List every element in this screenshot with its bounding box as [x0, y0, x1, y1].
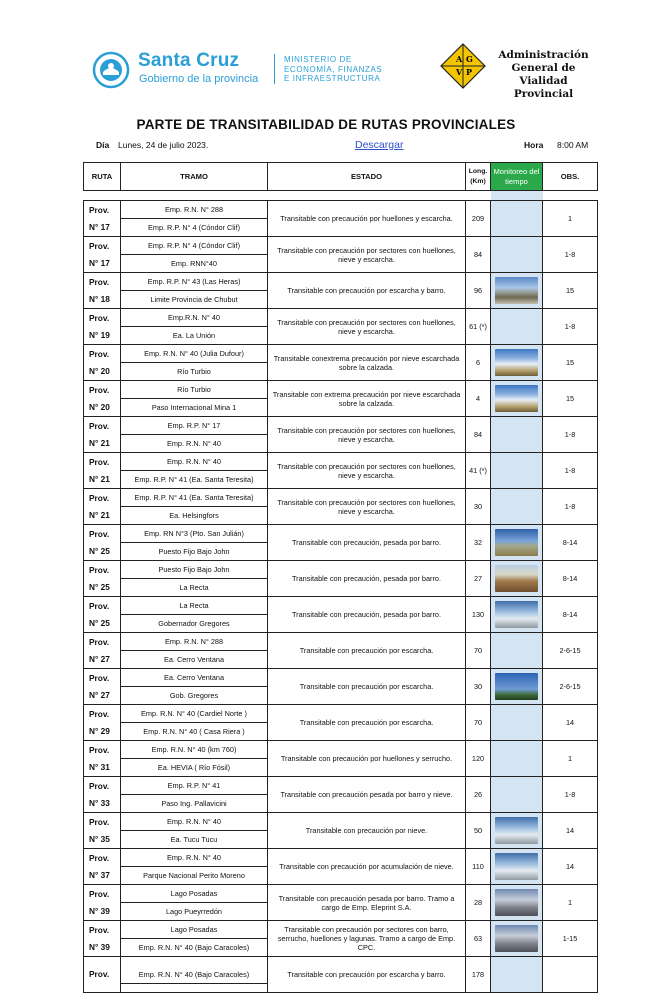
ruta-number: N° 21 — [89, 473, 110, 484]
tramo-end: Lago Pueyrredón — [121, 902, 267, 920]
tramo-cell — [121, 417, 268, 453]
logo-letter: P — [466, 67, 473, 77]
table-row — [84, 237, 598, 273]
estado-cell: Transitable con precaución, pesada por barro. — [268, 597, 466, 633]
table-row — [84, 921, 598, 957]
estado-cell: Transitable con precaución, pesada por barro. — [268, 525, 466, 561]
ruta-number: N° 21 — [89, 437, 110, 448]
estado-cell: Transitable con precaución por huellones y escarcha. — [268, 201, 466, 237]
weather-image[interactable] — [495, 529, 538, 556]
table-row — [84, 345, 598, 381]
ruta-prov: Prov. — [89, 492, 110, 503]
tramo-cell — [121, 813, 268, 849]
ruta-cell — [84, 921, 121, 957]
ruta-cell — [84, 633, 121, 669]
ruta-prov: Prov. — [89, 888, 110, 899]
tramo-end: Emp. R.N. N° 40 — [121, 434, 267, 452]
tramo-start: Emp. R.N. N° 40 (Bajo Caracoles) — [138, 969, 250, 979]
ruta-prov: Prov. — [89, 636, 110, 647]
weather-cell — [491, 921, 543, 957]
hour-value: 8:00 AM — [557, 140, 589, 150]
ruta-cell — [84, 309, 121, 345]
weather-cell — [491, 201, 543, 237]
weather-cell — [491, 885, 543, 921]
weather-cell — [491, 813, 543, 849]
obs-cell: 1-8 — [543, 237, 598, 273]
tramo-cell — [121, 381, 268, 417]
length-cell: 32 — [466, 525, 491, 561]
weather-cell — [491, 597, 543, 633]
estado-cell: Transitable con precaución por huellones y serrucho. — [268, 741, 466, 777]
tramo-cell — [121, 777, 268, 813]
length-cell: 70 — [466, 633, 491, 669]
length-cell: 84 — [466, 417, 491, 453]
ruta-cell — [84, 849, 121, 885]
ruta-number: N° 29 — [89, 725, 110, 736]
table-row — [84, 633, 598, 669]
estado-cell: Transitable con precaución por escarcha y barro. — [268, 273, 466, 309]
table-row — [84, 777, 598, 813]
estado-cell: Transitable con precaución por escarcha. — [268, 705, 466, 741]
ministry-line: E INFRAESTRUCTURA — [284, 74, 381, 83]
ruta-number: N° 25 — [89, 581, 110, 592]
ruta-prov: Prov. — [89, 348, 110, 359]
ruta-number: N° 20 — [89, 401, 110, 412]
weather-image[interactable] — [495, 889, 538, 916]
ruta-cell — [84, 705, 121, 741]
estado-cell: Transitable con precaución por escarcha. — [268, 669, 466, 705]
length-cell: 4 — [466, 381, 491, 417]
estado-cell: Transitable con precaución por sectores con huellones, nieve y escarcha. — [268, 309, 466, 345]
col-header-monitoreo: Monitoreo del tiempo — [491, 163, 543, 191]
obs-cell: 8-14 — [543, 597, 598, 633]
tramo-start: Ea. Cerro Ventana — [163, 673, 225, 682]
length-cell: 63 — [466, 921, 491, 957]
routes-table — [83, 162, 598, 993]
weather-cell — [491, 417, 543, 453]
ruta-prov: Prov. — [89, 312, 110, 323]
ruta-cell — [84, 813, 121, 849]
ruta-cell — [84, 381, 121, 417]
length-cell: 30 — [466, 489, 491, 525]
tramo-start: Emp. R.N. N° 40 (km 760) — [151, 745, 237, 754]
tramo-end: Paso Ing. Pallavicini — [121, 794, 267, 812]
table-row — [84, 417, 598, 453]
table-row — [84, 525, 598, 561]
length-cell: 84 — [466, 237, 491, 273]
ruta-number: N° 18 — [89, 293, 110, 304]
col-header-ruta: RUTA — [84, 163, 121, 191]
tramo-cell — [121, 705, 268, 741]
ruta-number: N° 35 — [89, 833, 110, 844]
weather-cell — [491, 525, 543, 561]
tramo-start: Lago Posadas — [170, 889, 218, 898]
estado-cell: Transitable con precaución por sectores con barro, serrucho, huellones y lagunas. Tramo a cargo de Emp. CPC. — [268, 921, 466, 957]
obs-cell: 2-6-15 — [543, 669, 598, 705]
length-cell: 178 — [466, 957, 491, 993]
ruta-prov: Prov. — [89, 240, 110, 251]
length-cell: 61 (*) — [466, 309, 491, 345]
tramo-end: Gob. Gregores — [121, 686, 267, 704]
table-row — [84, 201, 598, 237]
length-cell: 50 — [466, 813, 491, 849]
ruta-cell — [84, 417, 121, 453]
estado-cell: Transitable con precaución por sectores con huellones, nieve y escarcha. — [268, 453, 466, 489]
estado-cell: Transitable con precaución por escarcha y barro. — [268, 957, 466, 993]
ruta-prov: Prov. — [89, 708, 110, 719]
ruta-number: N° 20 — [89, 365, 110, 376]
tramo-cell — [121, 525, 268, 561]
tramo-end: Limite Provincia de Chubut — [121, 290, 267, 308]
obs-cell: 14 — [543, 849, 598, 885]
tramo-end: Ea. HEVIA ( Río Fósil) — [121, 758, 267, 776]
ruta-prov: Prov. — [89, 456, 110, 467]
ministry-line: ECONOMÍA, FINANZAS — [284, 64, 383, 74]
tramo-cell — [121, 489, 268, 525]
ruta-prov: Prov. — [89, 600, 110, 611]
ruta-cell — [84, 273, 121, 309]
spacer-row — [84, 191, 598, 201]
tramo-start: Emp. R.P. N° 4 (Cóndor Clif) — [148, 241, 240, 250]
obs-cell: 15 — [543, 273, 598, 309]
length-cell: 96 — [466, 273, 491, 309]
tramo-start: Emp. R.N. N° 288 — [164, 205, 224, 214]
ruta-prov: Prov. — [89, 744, 110, 755]
obs-cell: 1 — [543, 201, 598, 237]
estado-cell: Transitable con precaución por sectores con huellones, nieve y escarcha. — [268, 489, 466, 525]
tramo-end: Emp. R.N. N° 40 (Bajo Caracoles) — [121, 938, 267, 956]
obs-cell: 14 — [543, 705, 598, 741]
tramo-end: La Recta — [121, 578, 267, 596]
estado-cell: Transitable con precaución por acumulación de nieve. — [268, 849, 466, 885]
day-value: Lunes, 24 de julio 2023. — [118, 140, 209, 150]
ruta-prov: Prov. — [89, 420, 110, 431]
tramo-start: Emp. R.N. N° 288 — [164, 637, 224, 646]
obs-cell: 1-8 — [543, 417, 598, 453]
estado-cell: Transitable con precaución por sectores con huellones, nieve y escarcha. — [268, 417, 466, 453]
logo-letter: V — [456, 67, 463, 77]
tramo-start: Emp. R.P. N° 43 (Las Heras) — [147, 277, 241, 286]
weather-cell — [491, 705, 543, 741]
ruta-prov: Prov. — [89, 564, 110, 575]
ruta-number: N° 25 — [89, 617, 110, 628]
tramo-end: Ea. Tucu Tucu — [121, 830, 267, 848]
estado-cell: Transitable con precaución, pesada por barro. — [268, 561, 466, 597]
weather-cell — [491, 489, 543, 525]
length-cell: 110 — [466, 849, 491, 885]
estado-cell: Transitable con precaución pesada por barro. Tramo a cargo de Emp. Eleprint S.A. — [268, 885, 466, 921]
tramo-cell — [121, 921, 268, 957]
tramo-start: Emp. R.N. N° 40 — [166, 817, 221, 826]
header-divider — [274, 54, 275, 84]
table-row — [84, 273, 598, 309]
table-row — [84, 309, 598, 345]
length-cell: 120 — [466, 741, 491, 777]
weather-image[interactable] — [495, 601, 538, 628]
ruta-prov: Prov. — [89, 528, 110, 539]
tramo-cell — [121, 849, 268, 885]
col-header-estado: ESTADO — [268, 163, 466, 191]
weather-image[interactable] — [495, 673, 538, 700]
tramo-cell — [121, 345, 268, 381]
ruta-cell — [84, 453, 121, 489]
logo-letter: G — [466, 54, 473, 64]
tramo-end: Emp. R.N. N° 40 ( Casa Riera ) — [121, 722, 267, 740]
ruta-number: N° 39 — [89, 905, 110, 916]
weather-image[interactable] — [495, 853, 538, 880]
tramo-end: Ea. Cerro Ventana — [121, 650, 267, 668]
length-cell: 27 — [466, 561, 491, 597]
ruta-number: N° 19 — [89, 329, 110, 340]
tramo-cell — [121, 201, 268, 237]
tramo-cell — [121, 273, 268, 309]
tramo-cell — [121, 885, 268, 921]
weather-cell — [491, 273, 543, 309]
ruta-prov: Prov. — [89, 384, 110, 395]
tramo-cell — [121, 669, 268, 705]
weather-image[interactable] — [495, 565, 538, 592]
tramo-cell — [121, 309, 268, 345]
agency-line: General de Vialidad — [511, 62, 576, 87]
ruta-prov: Prov. — [89, 204, 110, 215]
obs-cell: 15 — [543, 381, 598, 417]
table-row — [84, 813, 598, 849]
tramo-cell — [121, 597, 268, 633]
obs-cell: 1 — [543, 885, 598, 921]
table-row — [84, 381, 598, 417]
weather-image[interactable] — [495, 925, 538, 952]
table-row — [84, 957, 598, 993]
table-row — [84, 705, 598, 741]
length-cell: 26 — [466, 777, 491, 813]
logo-letter: A — [456, 54, 463, 64]
tramo-start: Emp. R.P. N° 41 (Ea. Santa Teresita) — [134, 493, 254, 502]
ruta-cell — [84, 741, 121, 777]
tramo-start: Emp. R.N. N° 40 (Cardiel Norte ) — [141, 709, 247, 718]
tramo-end: Ea. Helsingfors — [121, 506, 267, 524]
ruta-prov: Prov. — [89, 969, 110, 979]
page-title: PARTE DE TRANSITABILIDAD DE RUTAS PROVINCIALES — [136, 117, 516, 132]
ministry-name — [284, 55, 382, 84]
obs-cell: 1-8 — [543, 489, 598, 525]
ruta-number: N° 17 — [89, 221, 110, 232]
tramo-end: Puesto Fijo Bajo John — [121, 542, 267, 560]
tramo-start: Lago Posadas — [170, 925, 218, 934]
tramo-start: Puesto Fijo Bajo John — [158, 565, 230, 574]
tramo-end: Río Turbio — [121, 362, 267, 380]
agency-line: Administración — [498, 49, 589, 61]
tramo-cell — [121, 957, 268, 993]
weather-image[interactable] — [495, 385, 538, 412]
ruta-number: N° 17 — [89, 257, 110, 268]
obs-cell: 1-8 — [543, 453, 598, 489]
weather-cell — [491, 849, 543, 885]
weather-cell — [491, 237, 543, 273]
ruta-cell — [84, 597, 121, 633]
obs-cell — [543, 957, 598, 993]
ministry-line: MINISTERIO DE — [284, 55, 352, 64]
obs-cell: 14 — [543, 813, 598, 849]
col-header-obs: OBS. — [543, 163, 598, 191]
obs-cell: 1 — [543, 741, 598, 777]
brand-subtitle: Gobierno de la provincia — [139, 73, 259, 85]
weather-cell — [491, 633, 543, 669]
tramo-end: Emp. R.P. N° 41 (Ea. Santa Teresita) — [121, 470, 267, 488]
ruta-number: N° 37 — [89, 869, 110, 880]
table-row — [84, 669, 598, 705]
tramo-start: Emp. R.N. N° 40 (Julia Dufour) — [144, 349, 244, 358]
weather-cell — [491, 309, 543, 345]
ruta-cell — [84, 777, 121, 813]
obs-cell: 8-14 — [543, 525, 598, 561]
tramo-start: La Recta — [179, 601, 209, 610]
table-row — [84, 489, 598, 525]
day-label: Día — [96, 140, 110, 150]
estado-cell: Transitable con precaución por sectores con huellones, nieve y escarcha. — [268, 237, 466, 273]
ruta-number: N° 27 — [89, 653, 110, 664]
ruta-prov: Prov. — [89, 816, 110, 827]
ruta-cell — [84, 885, 121, 921]
obs-cell: 1-8 — [543, 777, 598, 813]
ruta-cell — [84, 237, 121, 273]
tramo-cell — [121, 741, 268, 777]
tramo-start: Emp. R.N. N° 40 — [166, 853, 221, 862]
tramo-end: Paso Internacional Mina 1 — [121, 398, 267, 416]
estado-cell: Transitable con precaución por nieve. — [268, 813, 466, 849]
ruta-cell — [84, 525, 121, 561]
ruta-cell — [84, 345, 121, 381]
agency-name — [486, 49, 601, 101]
length-cell: 41 (*) — [466, 453, 491, 489]
ruta-cell — [84, 669, 121, 705]
estado-cell: Transitable con precaución pesada por barro y nieve. — [268, 777, 466, 813]
weather-cell — [491, 381, 543, 417]
obs-cell: 2-6-15 — [543, 633, 598, 669]
col-header-long: Long. (Km) — [466, 163, 491, 191]
estado-cell: Transitable conextrema precaución por nieve escarchada sobre la calzada. — [268, 345, 466, 381]
page-header — [0, 0, 652, 110]
tramo-start: Río Turbio — [177, 385, 211, 394]
agency-line: Provincial — [513, 88, 574, 100]
ruta-number: N° 31 — [89, 761, 110, 772]
ruta-number: N° 33 — [89, 797, 110, 808]
tramo-cell — [121, 453, 268, 489]
tramo-start: Emp.R.N. N° 40 — [168, 313, 220, 322]
obs-cell: 1-8 — [543, 309, 598, 345]
ruta-prov: Prov. — [89, 780, 110, 791]
length-cell: 209 — [466, 201, 491, 237]
tramo-end: Gobernador Gregores — [121, 614, 267, 632]
table-row — [84, 849, 598, 885]
tramo-cell — [121, 561, 268, 597]
table-header-row — [84, 163, 598, 191]
hour-label: Hora — [524, 140, 544, 150]
estado-cell: Transitable con extrema precaución por nieve escarchada sobre la calzada. — [268, 381, 466, 417]
length-cell: 70 — [466, 705, 491, 741]
weather-cell — [491, 345, 543, 381]
ruta-prov: Prov. — [89, 852, 110, 863]
tramo-start: Emp. RN N°3 (Pto. San Julián) — [144, 529, 244, 538]
ruta-number: N° 25 — [89, 545, 110, 556]
ruta-number: N° 21 — [89, 509, 110, 520]
tramo-start: Emp. R.N. N° 40 — [166, 457, 221, 466]
weather-cell — [491, 453, 543, 489]
length-cell: 28 — [466, 885, 491, 921]
tramo-start: Emp. R.P. N° 17 — [167, 421, 221, 430]
tramo-end: Emp. R.P. N° 4 (Cóndor Clif) — [121, 218, 267, 236]
obs-cell: 15 — [543, 345, 598, 381]
tramo-end: Ea. La Unión — [121, 326, 267, 344]
obs-cell: 1-15 — [543, 921, 598, 957]
length-cell: 130 — [466, 597, 491, 633]
tramo-end: Parque Nacional Perito Moreno — [121, 866, 267, 884]
table-row — [84, 561, 598, 597]
ruta-cell — [84, 561, 121, 597]
tramo-cell — [121, 633, 268, 669]
tramo-end: Emp. RNN°40 — [121, 254, 267, 272]
weather-cell — [491, 957, 543, 993]
tramo-end — [121, 983, 267, 984]
weather-image[interactable] — [495, 277, 538, 304]
obs-cell: 8-14 — [543, 561, 598, 597]
download-link[interactable]: Descargar — [355, 139, 404, 151]
weather-cell — [491, 561, 543, 597]
weather-image[interactable] — [495, 817, 538, 844]
weather-image[interactable] — [495, 349, 538, 376]
ruta-prov: Prov. — [89, 924, 110, 935]
ruta-number: N° 39 — [89, 941, 110, 952]
ruta-prov: Prov. — [89, 672, 110, 683]
weather-cell — [491, 741, 543, 777]
tramo-cell — [121, 237, 268, 273]
weather-cell — [491, 777, 543, 813]
table-body — [84, 191, 598, 993]
ruta-prov: Prov. — [89, 276, 110, 287]
weather-cell — [491, 669, 543, 705]
agvp-logo-icon — [439, 42, 487, 90]
col-header-tramo: TRAMO — [121, 163, 268, 191]
table-row — [84, 885, 598, 921]
table-row — [84, 741, 598, 777]
ruta-cell — [84, 957, 121, 993]
table-row — [84, 597, 598, 633]
brand-name: Santa Cruz — [138, 50, 240, 71]
ruta-cell — [84, 201, 121, 237]
length-cell: 30 — [466, 669, 491, 705]
length-cell: 6 — [466, 345, 491, 381]
tramo-start: Emp. R.P. N° 41 — [167, 781, 221, 790]
santa-cruz-emblem-icon — [92, 51, 130, 89]
estado-cell: Transitable con precaución por escarcha. — [268, 633, 466, 669]
ruta-number: N° 27 — [89, 689, 110, 700]
table-row — [84, 453, 598, 489]
ruta-cell — [84, 489, 121, 525]
